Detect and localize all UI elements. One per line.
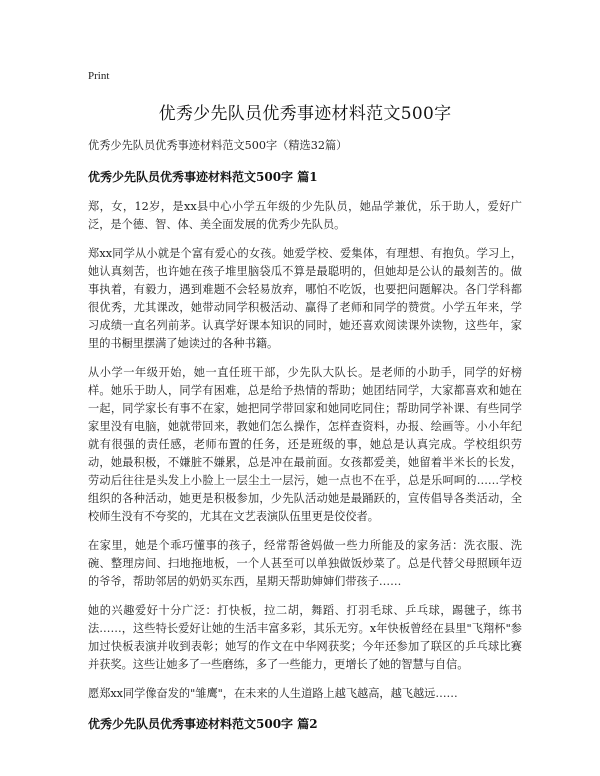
document-subtitle: 优秀少先队员优秀事迹材料范文500字（精选32篇） bbox=[88, 139, 348, 152]
section-heading-2: 优秀少先队员优秀事迹材料范文500字 篇2 bbox=[88, 717, 318, 731]
paragraph-5: 她的兴趣爱好十分广泛：打快板，拉二胡，舞蹈、打羽毛球、乒乓球，踢毽子，练书法……，这些特长爱好让她的生活丰富多彩，其乐无穷。x年快板曾经在县里"飞翔杯"参加过快板表演并收到表彰；她写的作文在中华网获奖；今年还参加了联区的乒乓球比赛并获奖。这些让她多了一些磨练，多了一些能力，更增长了她的智慧与自信。 bbox=[88, 604, 522, 671]
paragraph-4: 在家里，她是个乖巧懂事的孩子，经常帮爸妈做一些力所能及的家务活：洗衣服、洗碗、整理房间、扫地拖地板，一个人甚至可以单独做饭炒菜了。总是代替父母照顾年迈的爷爷，帮助邻居的奶奶买东西，星期天帮助婶婶们带孩子…… bbox=[88, 539, 522, 588]
print-label[interactable]: Print bbox=[88, 70, 110, 82]
paragraph-6: 愿郑xx同学像奋发的"雏鹰"，在未来的人生道路上越飞越高，越飞越远…… bbox=[88, 687, 458, 700]
paragraph-2: 郑xx同学从小就是个富有爱心的女孩。她爱学校、爱集体，有理想、有抱负。学习上，她认真刻苦，也许她在孩子堆里脑袋瓜不算是最聪明的，但她却是公认的最刻苦的。做事执着，有毅力，遇到难题不会轻易放弃，哪怕不吃饭，也要把问题解决。各门学科都很优秀，尤其课改，她带动同学积极活动、赢得了老师和同学的赞赏。小学五年来，学习成绩一直名列前茅。认真学好课本知识的同时，她还喜欢阅读课外读物，这些年，家里的书橱里摆满了她读过的各种书籍。 bbox=[88, 247, 522, 350]
paragraph-1: 郑，女，12岁，是xx县中心小学五年级的少先队员，她品学兼优，乐于助人，爱好广泛，是个德、智、体、美全面发展的优秀少先队员。 bbox=[88, 200, 522, 231]
paragraph-3: 从小学一年级开始，她一直任班干部，少先队大队长。是老师的小助手，同学的好榜样。她乐于助人，同学有困难，总是给予热情的帮助；她团结同学，大家都喜欢和她在一起，同学家长有事不在家，她把同学带回家和她同吃同住；帮助同学补课、有些同学家里没有电脑，她就带回来，教她们怎么操作，怎样查资料，办报、绘画等。小小年纪就有很强的责任感，老师布置的任务，还是班级的事，她总是认真完成。学校组织劳动，她最积极，不嫌脏不嫌累，总是冲在最前面。女孩都爱美，她留着半米长的长发，劳动后往往是头发上小脸上一层尘土一层污，她一点也不在乎，总是乐呵呵的……学校组织的各种活动，她更是积极参加，少先队活动她是最踊跃的，宣传倡导各类活动，全校师生没有不夸奖的，尤其在文艺表演队伍里更是佼佼者。 bbox=[88, 366, 522, 523]
section-heading-1: 优秀少先队员优秀事迹材料范文500字 篇1 bbox=[88, 170, 318, 184]
document-title: 优秀少先队员优秀事迹材料范文500字 bbox=[158, 104, 452, 124]
